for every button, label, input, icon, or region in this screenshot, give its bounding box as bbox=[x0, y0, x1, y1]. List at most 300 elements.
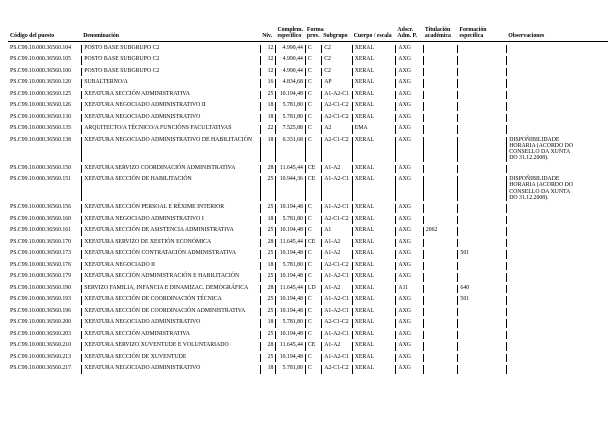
observaciones-text: DISPOÑIBILIDADE HORARIA (ACORDO DO CONSELLO DA XUNTA DO 31.12.2008). bbox=[509, 136, 574, 162]
cell-complem: 10.194,48 bbox=[275, 354, 304, 363]
cell-cuerpo: XERAL bbox=[352, 331, 396, 340]
cell-formacion bbox=[457, 114, 506, 123]
cell-codigo: PS.C99.10.000.36560.193 bbox=[10, 296, 72, 302]
cell-observaciones bbox=[506, 262, 608, 271]
cell-formacion bbox=[457, 262, 506, 271]
cell-forma: CE bbox=[305, 342, 321, 351]
cell-formacion bbox=[457, 176, 506, 201]
cell-titulacion bbox=[423, 250, 458, 259]
cell-observaciones bbox=[506, 285, 608, 294]
cell-niv: 18 bbox=[260, 216, 275, 225]
cell-forma: C bbox=[305, 262, 321, 271]
cell-adscr: AXG bbox=[395, 114, 422, 123]
cell-adscr: A11 bbox=[395, 285, 422, 294]
cell-subgrupo: A2-C1-C2 bbox=[321, 137, 352, 162]
cell-denominacion: SERVIZO FAMILIA, INFANCIA E DINAMIZAC. DEMOGRÁFICA bbox=[81, 285, 260, 294]
cell-complem: 5.781,80 bbox=[275, 365, 304, 374]
cell-adscr: AXG bbox=[395, 250, 422, 259]
header-forma-label: prov. bbox=[306, 33, 320, 40]
cell-titulacion bbox=[423, 204, 458, 213]
cell-denominacion: XEFATURA SECCIÓN DE COORDINACIÓN ADMINISTRATIVA bbox=[81, 308, 260, 317]
cell-cuerpo: XERAL bbox=[352, 165, 396, 174]
cell-formacion bbox=[457, 273, 506, 282]
cell-titulacion bbox=[423, 365, 458, 374]
cell-subgrupo: A1-A2-C1 bbox=[321, 204, 352, 213]
cell-niv: 28 bbox=[260, 239, 275, 248]
cell-denominacion: POSTO BASE SUBGRUPO C2 bbox=[81, 56, 260, 65]
cell-adscr: AXG bbox=[395, 239, 422, 248]
cell-formacion bbox=[457, 319, 506, 328]
cell-codigo: PS.C99.10.000.36560.179 bbox=[10, 273, 72, 279]
cell-subgrupo: A1-A2-C1 bbox=[321, 331, 352, 340]
cell-complem: 5.781,80 bbox=[275, 102, 304, 111]
cell-observaciones bbox=[506, 137, 608, 162]
cell-niv: 18 bbox=[260, 365, 275, 374]
cell-cuerpo: XERAL bbox=[352, 227, 396, 236]
cell-niv: 25 bbox=[260, 331, 275, 340]
cell-titulacion bbox=[423, 262, 458, 271]
cell-complem: 11.645,44 bbox=[275, 239, 304, 248]
cell-niv: 25 bbox=[260, 204, 275, 213]
cell-cuerpo: XERAL bbox=[352, 204, 396, 213]
cell-forma: C bbox=[305, 91, 321, 100]
cell-observaciones bbox=[506, 296, 608, 305]
cell-denominacion: XEFATURA SECCIÓN DE ASISTENCIA ADMINISTRATIVA bbox=[81, 227, 260, 236]
cell-subgrupo: A2-C1-C2 bbox=[321, 216, 352, 225]
cell-denominacion: XEFATURA SERVIZO COORDINACIÓN ADMINISTRATIVA bbox=[81, 165, 260, 174]
cell-complem: 4.990,44 bbox=[275, 45, 304, 54]
cell-observaciones bbox=[506, 165, 608, 174]
cell-forma: C bbox=[305, 68, 321, 77]
table-row bbox=[8, 331, 608, 340]
cell-codigo: PS.C99.10.000.36560.125 bbox=[10, 90, 72, 97]
cell-subgrupo: A1-A2 bbox=[321, 342, 352, 351]
cell-denominacion: XEFATURA SECCIÓN ADMINISTRACIÓN E HABILITACIÓN bbox=[81, 273, 260, 282]
cell-titulacion bbox=[423, 45, 458, 54]
cell-niv: 25 bbox=[260, 308, 275, 317]
cell-subgrupo: A2-C1-C2 bbox=[321, 365, 352, 374]
cell-cuerpo: XERAL bbox=[352, 354, 396, 363]
cell-formacion bbox=[457, 125, 506, 134]
cell-niv: 25 bbox=[260, 176, 275, 201]
header-formacion-label: específica bbox=[459, 33, 484, 40]
cell-complem: 11.645,44 bbox=[275, 165, 304, 174]
cell-adscr: AXG bbox=[395, 91, 422, 100]
table-row bbox=[8, 308, 608, 317]
cell-forma: C bbox=[305, 114, 321, 123]
cell-codigo: PS.C99.10.000.36560.217 bbox=[10, 365, 72, 371]
cell-denominacion: XEFATURA SECCIÓN DE COORDINACIÓN TÉCNICA bbox=[81, 296, 260, 305]
cell-cuerpo: XERAL bbox=[352, 308, 396, 317]
cell-denominacion: ARQUITECTO/A TÉCNICO/A FUNCIÓNS FACULTATIVAS bbox=[81, 125, 260, 134]
table-row bbox=[8, 102, 608, 111]
cell-complem: 4.990,44 bbox=[275, 56, 304, 65]
cell-titulacion bbox=[423, 137, 458, 162]
cell-complem: 7.525,88 bbox=[275, 125, 304, 134]
cell-subgrupo: A2-C1-C2 bbox=[321, 102, 352, 111]
header-forma-top: Forma bbox=[306, 27, 324, 33]
cell-titulacion bbox=[423, 91, 458, 100]
cell-denominacion: XEFATURA NEGOCIADO II bbox=[81, 262, 260, 271]
cell-formacion: 640 bbox=[457, 285, 506, 294]
cell-cuerpo: XERAL bbox=[352, 342, 396, 351]
cell-niv: 22 bbox=[260, 125, 275, 134]
cell-denominacion: XEFATURA NEGOCIADO ADMINISTRATIVO bbox=[81, 114, 260, 123]
cell-adscr: AXG bbox=[395, 296, 422, 305]
cell-niv: 25 bbox=[260, 250, 275, 259]
cell-observaciones bbox=[506, 239, 608, 248]
cell-complem: 11.645,44 bbox=[275, 285, 304, 294]
cell-adscr: AXG bbox=[395, 262, 422, 271]
cell-denominacion: XEFATURA SECCIÓN ADMINISTRATIVA bbox=[81, 91, 260, 100]
cell-titulacion bbox=[423, 176, 458, 201]
header-observaciones-label: Observaciones bbox=[508, 33, 545, 40]
header-complem-label: específico bbox=[277, 33, 302, 40]
cell-forma: CE bbox=[305, 165, 321, 174]
cell-subgrupo: A1-A2-C1 bbox=[321, 91, 352, 100]
cell-titulacion bbox=[423, 239, 458, 248]
cell-complem: 10.194,48 bbox=[275, 273, 304, 282]
cell-observaciones bbox=[506, 102, 608, 111]
cell-formacion bbox=[457, 102, 506, 111]
header-codigo-label: Código del puesto bbox=[10, 33, 55, 40]
cell-formacion bbox=[457, 45, 506, 54]
cell-codigo: PS.C99.10.000.36560.203 bbox=[10, 330, 72, 337]
table-row bbox=[8, 68, 608, 77]
cell-denominacion: XEFATURA NEGOCIADO ADMINISTRATIVO bbox=[81, 365, 260, 374]
cell-observaciones bbox=[506, 308, 608, 317]
cell-niv: 12 bbox=[260, 45, 275, 54]
table-row bbox=[8, 319, 608, 328]
cell-denominacion: SUBALTERNO/A bbox=[81, 79, 260, 88]
cell-forma: C bbox=[305, 365, 321, 374]
cell-formacion bbox=[457, 165, 506, 174]
cell-adscr: AXG bbox=[395, 308, 422, 317]
cell-denominacion: POSTO BASE SUBGRUPO C2 bbox=[81, 45, 260, 54]
cell-titulacion bbox=[423, 125, 458, 134]
cell-denominacion: XEFATURA NEGOCIADO ADMINISTRATIVO I bbox=[81, 216, 260, 225]
cell-niv: 18 bbox=[260, 262, 275, 271]
cell-cuerpo: XERAL bbox=[352, 216, 396, 225]
cell-subgrupo: A1-A2-C1 bbox=[321, 296, 352, 305]
cell-cuerpo: XERAL bbox=[352, 319, 396, 328]
cell-niv: 25 bbox=[260, 273, 275, 282]
cell-cuerpo: XERAL bbox=[352, 239, 396, 248]
cell-complem: 5.781,80 bbox=[275, 216, 304, 225]
cell-cuerpo: XERAL bbox=[352, 45, 396, 54]
table-row bbox=[8, 176, 608, 201]
cell-formacion bbox=[457, 91, 506, 100]
cell-niv: 28 bbox=[260, 342, 275, 351]
table-header bbox=[8, 27, 608, 42]
cell-denominacion: XEFATURA SERVIZO DE XESTIÓN ECONÓMICA bbox=[81, 239, 260, 248]
cell-cuerpo: XERAL bbox=[352, 176, 396, 201]
cell-niv: 25 bbox=[260, 227, 275, 236]
cell-subgrupo: A2-C1-C2 bbox=[321, 262, 352, 271]
table-row bbox=[8, 239, 608, 248]
cell-complem: 10.194,48 bbox=[275, 308, 304, 317]
cell-formacion bbox=[457, 227, 506, 236]
cell-niv: 18 bbox=[260, 102, 275, 111]
cell-denominacion: XEFATURA SECCIÓN DE XUVENTUDE bbox=[81, 354, 260, 363]
cell-cuerpo: XERAL bbox=[352, 365, 396, 374]
cell-adscr: AXG bbox=[395, 176, 422, 201]
cell-codigo: PS.C99.10.000.36560.213 bbox=[10, 353, 72, 360]
cell-codigo: PS.C99.10.000.36560.161 bbox=[10, 227, 72, 233]
cell-forma: CE bbox=[305, 176, 321, 201]
cell-observaciones bbox=[506, 45, 608, 54]
cell-observaciones bbox=[506, 91, 608, 100]
table-row bbox=[8, 273, 608, 282]
cell-codigo: PS.C99.10.000.36560.200 bbox=[10, 319, 72, 325]
cell-cuerpo: XERAL bbox=[352, 137, 396, 162]
cell-forma: C bbox=[305, 273, 321, 282]
cell-niv: 18 bbox=[260, 319, 275, 328]
cell-niv: 12 bbox=[260, 68, 275, 77]
cell-adscr: AXG bbox=[395, 331, 422, 340]
table-row bbox=[8, 285, 608, 294]
cell-titulacion bbox=[423, 273, 458, 282]
cell-subgrupo: C2 bbox=[321, 45, 352, 54]
cell-formacion bbox=[457, 342, 506, 351]
cell-codigo: PS.C99.10.000.36560.176 bbox=[10, 261, 72, 268]
table-row bbox=[8, 165, 608, 174]
cell-forma: C bbox=[305, 354, 321, 363]
cell-complem: 11.645,44 bbox=[275, 342, 304, 351]
cell-titulacion bbox=[423, 165, 458, 174]
cell-forma: C bbox=[305, 56, 321, 65]
cell-subgrupo: A1-A2 bbox=[321, 165, 352, 174]
cell-codigo: PS.C99.10.000.36560.160 bbox=[10, 215, 72, 222]
table-row bbox=[8, 342, 608, 351]
header-codigo bbox=[8, 27, 81, 42]
table-row bbox=[8, 250, 608, 259]
cell-observaciones bbox=[506, 204, 608, 213]
cell-cuerpo: EMA bbox=[352, 125, 396, 134]
cell-codigo: PS.C99.10.000.36560.104 bbox=[10, 44, 72, 51]
table-row bbox=[8, 137, 608, 162]
cell-codigo: PS.C99.10.000.36560.120 bbox=[10, 79, 72, 85]
cell-codigo: PS.C99.10.000.36560.150 bbox=[10, 164, 72, 171]
cell-codigo: PS.C99.10.000.36560.210 bbox=[10, 342, 72, 348]
header-complem bbox=[275, 27, 304, 42]
cell-titulacion: 2062 bbox=[423, 227, 458, 236]
cell-observaciones bbox=[506, 68, 608, 77]
cell-cuerpo: XERAL bbox=[352, 262, 396, 271]
cell-cuerpo: XERAL bbox=[352, 250, 396, 259]
cell-observaciones bbox=[506, 365, 608, 374]
table-row bbox=[8, 204, 608, 213]
cell-forma: C bbox=[305, 204, 321, 213]
header-subgrupo-label: Subgrupo bbox=[323, 33, 348, 40]
table-row bbox=[8, 365, 608, 374]
cell-complem: 10.194,48 bbox=[275, 91, 304, 100]
cell-complem: 4.990,44 bbox=[275, 68, 304, 77]
cell-niv: 25 bbox=[260, 91, 275, 100]
cell-observaciones bbox=[506, 319, 608, 328]
cell-observaciones bbox=[506, 216, 608, 225]
cell-adscr: AXG bbox=[395, 216, 422, 225]
header-adscr bbox=[395, 27, 422, 42]
cell-denominacion: XEFATURA SECCIÓN PERSOAL E RÉXIME INTERIOR bbox=[81, 204, 260, 213]
header-titulacion-label: académica bbox=[424, 33, 451, 40]
cell-forma: C bbox=[305, 250, 321, 259]
table-row bbox=[8, 296, 608, 305]
cell-forma: C bbox=[305, 216, 321, 225]
cell-formacion bbox=[457, 365, 506, 374]
cell-codigo: PS.C99.10.000.36560.138 bbox=[10, 136, 72, 143]
cell-complem: 5.781,80 bbox=[275, 262, 304, 271]
cell-titulacion bbox=[423, 296, 458, 305]
cell-subgrupo: A1-A2 bbox=[321, 250, 352, 259]
cell-complem: 5.781,80 bbox=[275, 319, 304, 328]
header-formacion bbox=[457, 27, 506, 42]
cell-cuerpo: XERAL bbox=[352, 296, 396, 305]
cell-subgrupo: C2 bbox=[321, 68, 352, 77]
cell-observaciones bbox=[506, 176, 608, 201]
cell-niv: 25 bbox=[260, 296, 275, 305]
table-row bbox=[8, 114, 608, 123]
cell-forma: C bbox=[305, 45, 321, 54]
cell-forma: C bbox=[305, 125, 321, 134]
cell-observaciones bbox=[506, 342, 608, 351]
cell-formacion bbox=[457, 79, 506, 88]
cell-titulacion bbox=[423, 308, 458, 317]
cell-observaciones bbox=[506, 56, 608, 65]
header-niv-label: Niv. bbox=[262, 33, 273, 40]
cell-adscr: AXG bbox=[395, 68, 422, 77]
cell-adscr: AXG bbox=[395, 354, 422, 363]
cell-observaciones bbox=[506, 354, 608, 363]
cell-forma: C bbox=[305, 102, 321, 111]
cell-cuerpo: XERAL bbox=[352, 91, 396, 100]
cell-denominacion: XEFATURA SECCIÓN CONTRATACIÓN ADMINISTRATIVA bbox=[81, 250, 260, 259]
cell-denominacion: POSTO BASE SUBGRUPO C2 bbox=[81, 68, 260, 77]
cell-formacion bbox=[457, 354, 506, 363]
header-titulacion bbox=[423, 27, 458, 42]
cell-forma: C bbox=[305, 331, 321, 340]
cell-adscr: AXG bbox=[395, 365, 422, 374]
cell-observaciones bbox=[506, 227, 608, 236]
table-row bbox=[8, 56, 608, 65]
cell-adscr: AXG bbox=[395, 137, 422, 162]
cell-subgrupo: A2 bbox=[321, 125, 352, 134]
table-row bbox=[8, 125, 608, 134]
cell-adscr: AXG bbox=[395, 342, 422, 351]
cell-denominacion: XEFATURA SECCIÓN ADMINISTRATIVA bbox=[81, 331, 260, 340]
header-formacion-top: Formación bbox=[459, 27, 487, 33]
cell-subgrupo: A1-A2-C1 bbox=[321, 176, 352, 201]
cell-complem: 5.781,80 bbox=[275, 114, 304, 123]
cell-titulacion bbox=[423, 114, 458, 123]
cell-formacion: 501 bbox=[457, 296, 506, 305]
cell-forma: C bbox=[305, 308, 321, 317]
cell-titulacion bbox=[423, 68, 458, 77]
cell-denominacion: XEFATURA SECCIÓN DE HABILITACIÓN bbox=[81, 176, 260, 201]
cell-forma: C bbox=[305, 79, 321, 88]
table-row bbox=[8, 91, 608, 100]
cell-cuerpo: XERAL bbox=[352, 56, 396, 65]
cell-niv: 28 bbox=[260, 165, 275, 174]
rpt-table bbox=[8, 24, 608, 377]
cell-complem: 10.944,36 bbox=[275, 176, 304, 201]
cell-titulacion bbox=[423, 79, 458, 88]
cell-titulacion bbox=[423, 216, 458, 225]
cell-formacion bbox=[457, 216, 506, 225]
header-titulacion-top: Titulación bbox=[424, 27, 451, 33]
cell-adscr: AXG bbox=[395, 204, 422, 213]
cell-adscr: AXG bbox=[395, 45, 422, 54]
cell-adscr: AXG bbox=[395, 319, 422, 328]
cell-titulacion bbox=[423, 56, 458, 65]
cell-niv: 16 bbox=[260, 79, 275, 88]
cell-codigo: PS.C99.10.000.36560.156 bbox=[10, 204, 72, 210]
cell-codigo: PS.C99.10.000.36560.105 bbox=[10, 56, 72, 62]
cell-complem: 6.331,68 bbox=[275, 137, 304, 162]
cell-niv: 25 bbox=[260, 354, 275, 363]
cell-adscr: AXG bbox=[395, 227, 422, 236]
cell-niv: 18 bbox=[260, 137, 275, 162]
table-row bbox=[8, 354, 608, 363]
cell-forma: C bbox=[305, 319, 321, 328]
cell-adscr: AXG bbox=[395, 56, 422, 65]
table-row bbox=[8, 79, 608, 88]
cell-niv: 12 bbox=[260, 56, 275, 65]
cell-cuerpo: XERAL bbox=[352, 273, 396, 282]
cell-cuerpo: XERAL bbox=[352, 79, 396, 88]
header-adscr-top: Adscr. bbox=[397, 27, 414, 33]
header-denominacion-label: Denominación bbox=[83, 33, 119, 40]
cell-subgrupo: A1 bbox=[321, 227, 352, 236]
cell-observaciones bbox=[506, 250, 608, 259]
cell-cuerpo: XERAL bbox=[352, 102, 396, 111]
cell-formacion bbox=[457, 239, 506, 248]
cell-subgrupo: A1-A2-C1 bbox=[321, 308, 352, 317]
cell-codigo: PS.C99.10.000.36560.151 bbox=[10, 176, 72, 182]
cell-observaciones bbox=[506, 125, 608, 134]
cell-subgrupo: A2-C1-C2 bbox=[321, 114, 352, 123]
cell-subgrupo: AP bbox=[321, 79, 352, 88]
cell-subgrupo: A1-A2 bbox=[321, 239, 352, 248]
cell-formacion bbox=[457, 68, 506, 77]
cell-complem: 10.194,48 bbox=[275, 250, 304, 259]
cell-complem: 10.194,48 bbox=[275, 331, 304, 340]
cell-complem: 4.834,68 bbox=[275, 79, 304, 88]
cell-cuerpo: XERAL bbox=[352, 114, 396, 123]
cell-formacion: 501 bbox=[457, 250, 506, 259]
cell-codigo: PS.C99.10.000.36560.135 bbox=[10, 125, 72, 131]
cell-denominacion: XEFATURA NEGOCIADO ADMINISTRATIVO bbox=[81, 319, 260, 328]
cell-subgrupo: A1-A2-C1 bbox=[321, 273, 352, 282]
header-observaciones bbox=[506, 27, 608, 42]
cell-codigo: PS.C99.10.000.36560.170 bbox=[10, 238, 72, 245]
header-cuerpo bbox=[352, 27, 396, 42]
cell-codigo: PS.C99.10.000.36560.126 bbox=[10, 102, 72, 108]
cell-cuerpo: XERAL bbox=[352, 68, 396, 77]
header-complem-top: Complem. bbox=[277, 27, 304, 33]
cell-titulacion bbox=[423, 354, 458, 363]
cell-denominacion: XEFATURA NEGOCIADO ADMINISTRATIVO II bbox=[81, 102, 260, 111]
cell-complem: 10.194,48 bbox=[275, 296, 304, 305]
cell-titulacion bbox=[423, 285, 458, 294]
header-subgrupo bbox=[321, 27, 352, 42]
cell-adscr: AXG bbox=[395, 79, 422, 88]
cell-niv: 18 bbox=[260, 114, 275, 123]
cell-observaciones bbox=[506, 114, 608, 123]
cell-formacion bbox=[457, 204, 506, 213]
table-row bbox=[8, 216, 608, 225]
header-denominacion bbox=[81, 27, 260, 42]
